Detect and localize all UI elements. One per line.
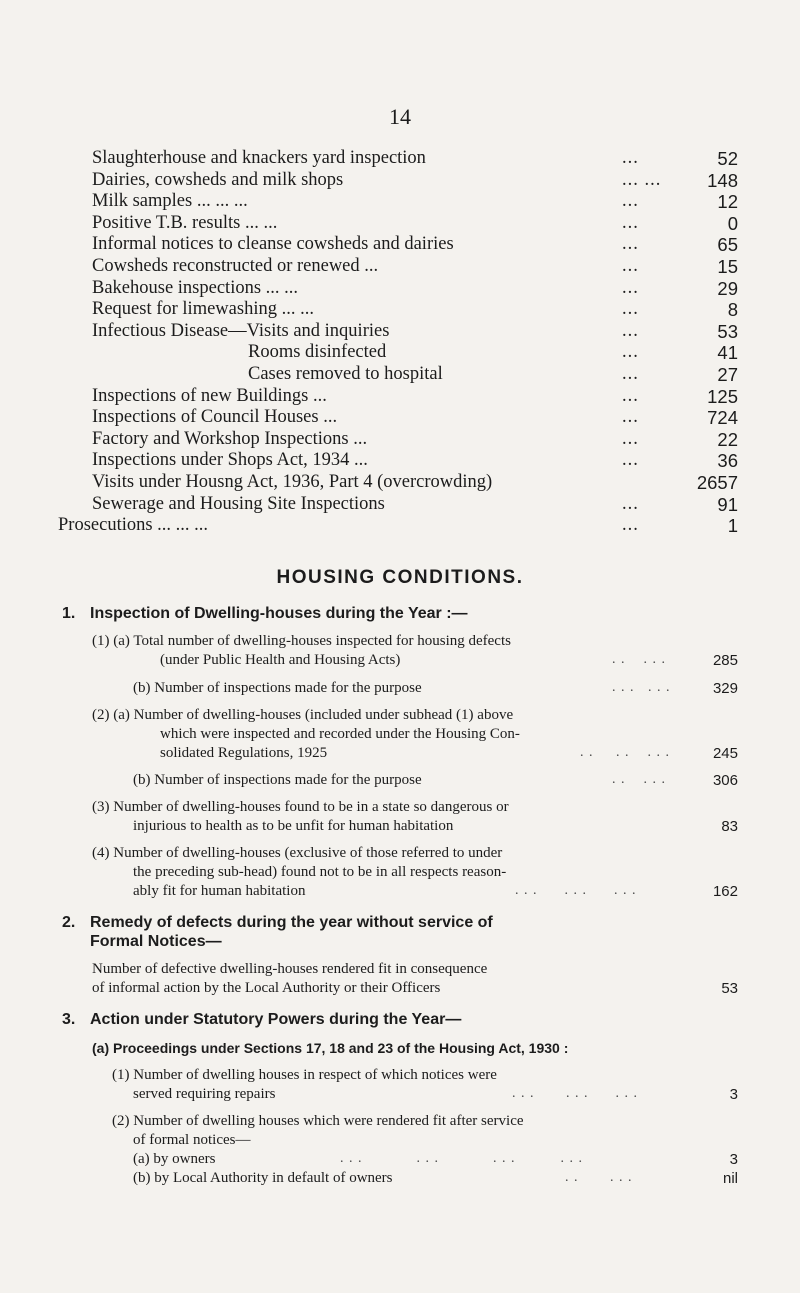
summary-leader-dots: ... [622,450,639,471]
summary-label: Rooms disinfected [248,342,387,363]
summary-label: Milk samples ... ... ... [92,191,248,212]
summary-leader-dots: ... [622,255,639,276]
item-text: served requiring repairs [133,1086,276,1102]
summary-row [0,321,800,343]
item-text: (under Public Health and Housing Acts) [160,652,401,668]
summary-row [0,256,800,278]
summary-row [0,429,800,451]
summary-label: Inspections of new Buildings ... [92,385,327,406]
summary-row [0,191,800,213]
summary-label: Cases removed to hospital [248,363,443,384]
summary-label: Bakehouse inspections ... ... [92,277,299,298]
summary-value: 53 [717,320,738,342]
summary-value: 8 [727,299,738,321]
summary-leader-dots: ... [622,212,639,233]
item-text: of formal notices— [133,1132,251,1148]
item-text: Number of defective dwelling-houses rendered fit in consequence [92,961,488,977]
summary-leader-dots: ... [622,515,639,536]
summary-row [0,450,800,472]
summary-value: 52 [717,148,738,169]
summary-value: 125 [707,385,738,407]
summary-leader-dots: ... [622,320,639,341]
item-text: (b) Number of inspections made for the purpose [133,680,422,696]
item-text: solidated Regulations, 1925 [160,745,328,761]
summary-list [0,148,800,537]
item-text: injurious to health as to be unfit for human habitation [133,818,454,834]
summary-label: Inspections of Council Houses ... [92,407,338,428]
section-title: Action under Statutory Powers during the Year— [90,1011,462,1028]
item-value: 83 [721,818,738,835]
summary-leader-dots: ... [622,428,639,449]
item-value: 53 [721,980,738,997]
summary-value: 41 [717,342,738,364]
summary-leader-dots: ... [622,148,639,168]
item-text: the preceding sub-head) found not to be in all respects reason- [133,864,507,880]
section-number: 3. [62,1011,76,1028]
item-text: (1) (a) Total number of dwelling-houses inspected for housing defects [92,633,511,649]
section-title: Remedy of defects during the year without service of [90,914,493,931]
summary-label: Informal notices to cleanse cowsheds and dairies [92,234,454,255]
item-text: (2) Number of dwelling houses which were rendered fit after service [112,1113,524,1129]
summary-label: Inspections under Shops Act, 1934 ... [92,450,368,471]
item-value: 3 [729,1151,738,1168]
item-text: ably fit for human habitation [133,883,306,899]
summary-row [0,472,800,494]
item-text: of informal action by the Local Authority or their Officers [92,980,441,996]
summary-label: Cowsheds reconstructed or renewed ... [92,255,379,276]
section-title: Inspection of Dwelling-houses during the Year :— [90,605,468,622]
summary-row [0,278,800,300]
summary-value: 15 [717,255,738,277]
summary-row [0,494,800,516]
item-value: 285 [712,652,738,669]
section-title: Formal Notices— [90,933,222,950]
section-heading: HOUSING CONDITIONS. [276,567,524,588]
summary-value: 724 [707,407,738,429]
item-value: 162 [712,883,738,900]
summary-label: Infectious Disease—Visits and inquiries [92,320,390,341]
item-text: (2) (a) Number of dwelling-houses (included under subhead (1) above [92,707,514,723]
item-text: (a) by owners [133,1151,216,1167]
summary-value: 2657 [696,471,738,493]
page-number: 14 [389,104,411,129]
summary-leader-dots: ... [622,191,639,212]
summary-leader-dots: ... [622,493,639,514]
summary-row [0,342,800,364]
summary-row [0,386,800,408]
summary-label: Visits under Housng Act, 1936, Part 4 (overcrowding) [92,471,493,492]
summary-value: 22 [717,428,738,450]
item-value: 329 [712,680,738,697]
summary-value: 29 [717,277,738,299]
summary-leader-dots: ... [622,385,639,406]
item-text: (4) Number of dwelling-houses (exclusive of those referred to under [92,845,503,861]
summary-row [0,234,800,256]
summary-row [0,515,800,537]
subsection-title: (a) Proceedings under Sections 17, 18 and 23 of the Housing Act, 1930 : [92,1040,569,1056]
summary-row [0,364,800,386]
item-text: which were inspected and recorded under the Housing Con- [160,726,520,742]
summary-row [0,213,800,235]
summary-row [0,170,800,192]
summary-value: 27 [717,363,738,385]
summary-value: 91 [717,493,738,515]
summary-value: 65 [717,234,738,256]
item-value: 306 [712,772,738,789]
summary-label: Dairies, cowsheds and milk shops [92,169,344,190]
item-text: (b) by Local Authority in default of owners [133,1170,393,1186]
summary-leader-dots: ... ... [622,169,662,190]
summary-value: 148 [707,169,738,191]
item-text: (1) Number of dwelling houses in respect of which notices were [112,1067,497,1083]
summary-row [0,407,800,429]
summary-value: 36 [717,450,738,472]
summary-label: Factory and Workshop Inspections ... [92,428,368,449]
summary-leader-dots: ... [622,277,639,298]
item-value: 3 [729,1086,738,1103]
summary-value: 1 [727,515,738,537]
summary-row [0,299,800,321]
summary-row [0,148,800,170]
section-number: 2. [62,914,76,931]
summary-label: Sewerage and Housing Site Inspections [92,493,385,514]
summary-leader-dots: ... [622,234,639,255]
summary-value: 0 [727,212,738,234]
summary-leader-dots: ... [622,363,639,384]
summary-value: 12 [717,191,738,213]
summary-label: Request for limewashing ... ... [92,299,314,320]
item-text: (3) Number of dwelling-houses found to be in a state so dangerous or [92,799,509,815]
summary-leader-dots: ... [622,407,639,428]
summary-label: Slaughterhouse and knackers yard inspection [92,148,426,168]
summary-label: Prosecutions ... ... ... [58,515,209,536]
item-value: nil [722,1170,738,1187]
summary-leader-dots: ... [622,299,639,320]
section-number: 1. [62,605,76,622]
summary-label: Positive T.B. results ... ... [92,212,278,233]
summary-leader-dots: ... [622,342,639,363]
item-text: (b) Number of inspections made for the purpose [133,772,422,788]
item-value: 245 [712,745,738,762]
